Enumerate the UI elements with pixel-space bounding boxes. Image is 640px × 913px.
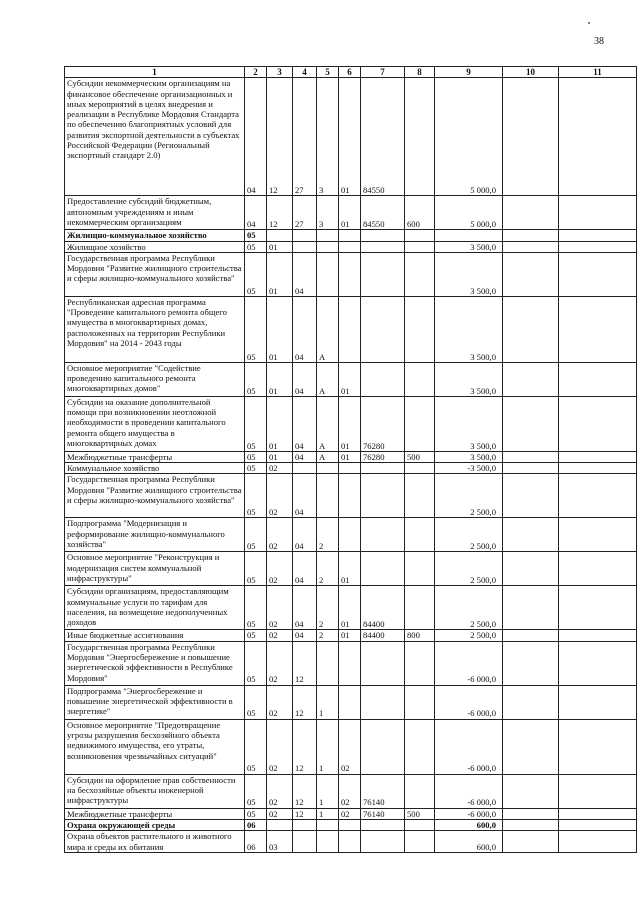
row-name-cell: Жилищное хозяйство	[65, 241, 245, 252]
code-cell-c4	[293, 463, 317, 474]
code-cell-c7	[361, 230, 405, 241]
amount-cell: 600,0	[435, 820, 503, 831]
table-row	[65, 774, 637, 808]
code-cell-c8	[405, 586, 435, 630]
code-cell-c6: 01	[339, 552, 361, 586]
code-cell-c7	[361, 518, 405, 552]
code-cell-c5: 2	[317, 586, 339, 630]
empty-cell	[503, 463, 559, 474]
code-cell-c7	[361, 641, 405, 685]
code-cell-c4: 04	[293, 252, 317, 296]
amount-cell: 2 500,0	[435, 586, 503, 630]
amount-cell: 3 500,0	[435, 241, 503, 252]
code-cell-c7	[361, 362, 405, 396]
code-cell-c5: 2	[317, 552, 339, 586]
code-cell-c7: 84400	[361, 630, 405, 641]
table-row	[65, 230, 637, 241]
code-cell-c5: 1	[317, 774, 339, 808]
code-cell-c7: 76280	[361, 396, 405, 451]
code-cell-c8	[405, 463, 435, 474]
code-cell-c5: А	[317, 362, 339, 396]
amount-cell: 3 500,0	[435, 296, 503, 362]
code-cell-c5: 1	[317, 685, 339, 719]
table-row	[65, 78, 637, 196]
header-cell: 5	[317, 67, 339, 78]
code-cell-c4	[293, 831, 317, 853]
code-cell-c8	[405, 719, 435, 774]
code-cell-c8	[405, 518, 435, 552]
code-cell-c2: 05	[245, 719, 267, 774]
amount-cell: 5 000,0	[435, 78, 503, 196]
code-cell-c3: 02	[267, 463, 293, 474]
code-cell-c2: 05	[245, 252, 267, 296]
table-row	[65, 196, 637, 230]
code-cell-c7	[361, 831, 405, 853]
code-cell-c4: 04	[293, 518, 317, 552]
empty-cell	[503, 831, 559, 853]
code-cell-c8	[405, 241, 435, 252]
empty-cell	[503, 774, 559, 808]
table-row	[65, 719, 637, 774]
code-cell-c8: 800	[405, 630, 435, 641]
code-cell-c2: 05	[245, 685, 267, 719]
code-cell-c8	[405, 252, 435, 296]
empty-cell	[503, 196, 559, 230]
code-cell-c3: 02	[267, 474, 293, 518]
amount-cell: -6 000,0	[435, 641, 503, 685]
row-name-cell: Коммунальное хозяйство	[65, 463, 245, 474]
table-row	[65, 518, 637, 552]
amount-cell: -6 000,0	[435, 685, 503, 719]
empty-cell	[559, 230, 637, 241]
table-row	[65, 396, 637, 451]
row-name-cell: Жилищно-коммунальное хозяйство	[65, 230, 245, 241]
empty-cell	[559, 463, 637, 474]
code-cell-c4	[293, 230, 317, 241]
code-cell-c5: 3	[317, 78, 339, 196]
code-cell-c8	[405, 820, 435, 831]
code-cell-c7	[361, 474, 405, 518]
code-cell-c8	[405, 396, 435, 451]
code-cell-c8	[405, 685, 435, 719]
empty-cell	[559, 362, 637, 396]
code-cell-c5: А	[317, 396, 339, 451]
table-row	[65, 630, 637, 641]
code-cell-c8: 600	[405, 196, 435, 230]
code-cell-c2: 05	[245, 630, 267, 641]
code-cell-c4: 27	[293, 78, 317, 196]
code-cell-c2: 05	[245, 230, 267, 241]
code-cell-c3: 02	[267, 586, 293, 630]
code-cell-c4: 12	[293, 774, 317, 808]
empty-cell	[559, 196, 637, 230]
empty-cell	[503, 719, 559, 774]
code-cell-c4: 04	[293, 362, 317, 396]
code-cell-c2: 05	[245, 396, 267, 451]
empty-cell	[503, 296, 559, 362]
code-cell-c4: 04	[293, 396, 317, 451]
amount-cell: 3 500,0	[435, 396, 503, 451]
code-cell-c6	[339, 474, 361, 518]
code-cell-c3: 12	[267, 78, 293, 196]
empty-cell	[503, 808, 559, 819]
code-cell-c3: 02	[267, 641, 293, 685]
empty-cell	[559, 586, 637, 630]
table-row	[65, 451, 637, 462]
table-header-row	[65, 67, 637, 78]
amount-cell: 3 500,0	[435, 451, 503, 462]
row-name-cell: Государственная программа Республики Мордовия "Развитие жилищного строительства и сферы жилищно-коммунального хозяйства"	[65, 252, 245, 296]
code-cell-c4: 12	[293, 641, 317, 685]
code-cell-c6	[339, 831, 361, 853]
code-cell-c3: 01	[267, 241, 293, 252]
code-cell-c6	[339, 241, 361, 252]
code-cell-c6: 01	[339, 396, 361, 451]
code-cell-c8	[405, 552, 435, 586]
empty-cell	[559, 552, 637, 586]
code-cell-c2: 05	[245, 241, 267, 252]
code-cell-c4: 04	[293, 474, 317, 518]
amount-cell: 2 500,0	[435, 518, 503, 552]
row-name-cell: Подпрограмма "Модернизация и реформирование жилищно-коммунального хозяйства"	[65, 518, 245, 552]
code-cell-c4	[293, 820, 317, 831]
empty-cell	[503, 641, 559, 685]
header-cell: 6	[339, 67, 361, 78]
code-cell-c8: 500	[405, 808, 435, 819]
code-cell-c4: 12	[293, 808, 317, 819]
table-row	[65, 474, 637, 518]
code-cell-c5	[317, 230, 339, 241]
code-cell-c6: 02	[339, 719, 361, 774]
table-row	[65, 808, 637, 819]
empty-cell	[503, 241, 559, 252]
code-cell-c6: 02	[339, 774, 361, 808]
empty-cell	[559, 241, 637, 252]
code-cell-c2: 05	[245, 586, 267, 630]
table-row	[65, 241, 637, 252]
table-row	[65, 685, 637, 719]
code-cell-c4: 04	[293, 586, 317, 630]
code-cell-c7	[361, 296, 405, 362]
row-name-cell: Государственная программа Республики Мордовия "Развитие жилищного строительства и сферы жилищно-коммунального хозяйства"	[65, 474, 245, 518]
code-cell-c3: 03	[267, 831, 293, 853]
empty-cell	[503, 630, 559, 641]
row-name-cell: Субсидии на оказание дополнительной помощи при возникновении неотложной необходимости в проведении капитального ремонта общего имущества в многоквартирных домах	[65, 396, 245, 451]
code-cell-c3: 01	[267, 451, 293, 462]
row-name-cell: Предоставление субсидий бюджетным, автономным учреждениям и иным некоммерческим организациям	[65, 196, 245, 230]
table-row	[65, 552, 637, 586]
code-cell-c2: 04	[245, 78, 267, 196]
code-cell-c7	[361, 820, 405, 831]
code-cell-c8	[405, 641, 435, 685]
code-cell-c6	[339, 820, 361, 831]
empty-cell	[503, 396, 559, 451]
code-cell-c5	[317, 641, 339, 685]
code-cell-c5: 2	[317, 518, 339, 552]
code-cell-c2: 05	[245, 518, 267, 552]
amount-cell: 2 500,0	[435, 474, 503, 518]
code-cell-c6: 01	[339, 362, 361, 396]
code-cell-c8	[405, 831, 435, 853]
code-cell-c2: 05	[245, 362, 267, 396]
empty-cell	[559, 831, 637, 853]
code-cell-c5: 1	[317, 719, 339, 774]
code-cell-c5	[317, 252, 339, 296]
code-cell-c8	[405, 230, 435, 241]
code-cell-c5: А	[317, 451, 339, 462]
empty-cell	[559, 685, 637, 719]
row-name-cell: Подпрограмма "Энергосбережение и повышение энергетической эффективности в энергетике"	[65, 685, 245, 719]
code-cell-c2: 05	[245, 296, 267, 362]
code-cell-c6: 01	[339, 78, 361, 196]
code-cell-c6: 01	[339, 630, 361, 641]
empty-cell	[559, 774, 637, 808]
code-cell-c4: 04	[293, 296, 317, 362]
empty-cell	[559, 518, 637, 552]
header-cell: 3	[267, 67, 293, 78]
code-cell-c4: 12	[293, 719, 317, 774]
code-cell-c6	[339, 518, 361, 552]
code-cell-c2: 05	[245, 463, 267, 474]
code-cell-c6	[339, 296, 361, 362]
code-cell-c7	[361, 463, 405, 474]
code-cell-c4: 04	[293, 552, 317, 586]
code-cell-c5: 2	[317, 630, 339, 641]
code-cell-c3: 02	[267, 808, 293, 819]
row-name-cell: Основное мероприятие "Содействие проведению капитального ремонта многоквартирных домов"	[65, 362, 245, 396]
empty-cell	[559, 78, 637, 196]
code-cell-c3: 02	[267, 552, 293, 586]
code-cell-c6: 01	[339, 196, 361, 230]
code-cell-c5: 1	[317, 808, 339, 819]
code-cell-c3: 01	[267, 396, 293, 451]
code-cell-c6	[339, 641, 361, 685]
code-cell-c2: 05	[245, 808, 267, 819]
empty-cell	[503, 474, 559, 518]
header-cell: 9	[435, 67, 503, 78]
empty-cell	[503, 820, 559, 831]
code-cell-c4: 04	[293, 451, 317, 462]
code-cell-c6: 02	[339, 808, 361, 819]
code-cell-c3: 01	[267, 296, 293, 362]
table-row	[65, 463, 637, 474]
code-cell-c3: 02	[267, 630, 293, 641]
code-cell-c6	[339, 230, 361, 241]
empty-cell	[559, 630, 637, 641]
amount-cell: 3 500,0	[435, 362, 503, 396]
amount-cell: 5 000,0	[435, 196, 503, 230]
code-cell-c2: 04	[245, 196, 267, 230]
code-cell-c4: 27	[293, 196, 317, 230]
scan-speck	[588, 22, 590, 24]
row-name-cell: Субсидии организациям, предоставляющим коммунальные услуги по тарифам для населения, на возмещение недополученных доходов	[65, 586, 245, 630]
code-cell-c8	[405, 362, 435, 396]
row-name-cell: Межбюджетные трансферты	[65, 808, 245, 819]
code-cell-c4: 12	[293, 685, 317, 719]
amount-cell: -6 000,0	[435, 808, 503, 819]
code-cell-c2: 06	[245, 820, 267, 831]
code-cell-c7	[361, 719, 405, 774]
empty-cell	[503, 78, 559, 196]
code-cell-c5: 3	[317, 196, 339, 230]
code-cell-c3: 02	[267, 774, 293, 808]
code-cell-c5	[317, 474, 339, 518]
amount-cell	[435, 230, 503, 241]
row-name-cell: Республиканская адресная программа "Проведение капитального ремонта общего имущества в многоквартирных домах, расположенных на территории Республики Мордовия" на 2014 - 2043 годы	[65, 296, 245, 362]
row-name-cell: Межбюджетные трансферты	[65, 451, 245, 462]
code-cell-c7	[361, 552, 405, 586]
code-cell-c5	[317, 820, 339, 831]
code-cell-c2: 06	[245, 831, 267, 853]
code-cell-c7: 84550	[361, 196, 405, 230]
empty-cell	[559, 820, 637, 831]
code-cell-c4: 04	[293, 630, 317, 641]
code-cell-c3	[267, 230, 293, 241]
empty-cell	[503, 230, 559, 241]
empty-cell	[559, 252, 637, 296]
row-name-cell: Основное мероприятие "Реконструкция и модернизация систем коммунальной инфраструктуры"	[65, 552, 245, 586]
code-cell-c8	[405, 296, 435, 362]
budget-table	[64, 66, 637, 853]
code-cell-c7: 84550	[361, 78, 405, 196]
table-row	[65, 362, 637, 396]
code-cell-c2: 05	[245, 474, 267, 518]
code-cell-c6: 01	[339, 586, 361, 630]
empty-cell	[503, 552, 559, 586]
code-cell-c7	[361, 241, 405, 252]
code-cell-c3: 02	[267, 685, 293, 719]
code-cell-c5	[317, 831, 339, 853]
table-row	[65, 296, 637, 362]
code-cell-c6	[339, 685, 361, 719]
code-cell-c8	[405, 774, 435, 808]
code-cell-c5	[317, 241, 339, 252]
empty-cell	[559, 719, 637, 774]
table-row	[65, 586, 637, 630]
empty-cell	[503, 252, 559, 296]
code-cell-c7	[361, 685, 405, 719]
row-name-cell: Субсидии на оформление прав собственности на бесхозяйные объекты инженерной инфраструктуры	[65, 774, 245, 808]
amount-cell: -3 500,0	[435, 463, 503, 474]
code-cell-c3: 02	[267, 518, 293, 552]
code-cell-c2: 05	[245, 641, 267, 685]
code-cell-c6: 01	[339, 451, 361, 462]
table-row	[65, 831, 637, 853]
amount-cell: 2 500,0	[435, 552, 503, 586]
code-cell-c2: 05	[245, 774, 267, 808]
table-row	[65, 641, 637, 685]
empty-cell	[503, 518, 559, 552]
code-cell-c7: 76140	[361, 808, 405, 819]
table-row	[65, 820, 637, 831]
header-cell: 4	[293, 67, 317, 78]
code-cell-c3	[267, 820, 293, 831]
amount-cell: -6 000,0	[435, 774, 503, 808]
header-cell: 10	[503, 67, 559, 78]
empty-cell	[503, 362, 559, 396]
row-name-cell: Государственная программа Республики Мордовия "Энергосбережение и повышение энергетической эффективности в Республике Мордовия"	[65, 641, 245, 685]
amount-cell: -6 000,0	[435, 719, 503, 774]
row-name-cell: Иные бюджетные ассигнования	[65, 630, 245, 641]
header-cell: 11	[559, 67, 637, 78]
empty-cell	[559, 474, 637, 518]
code-cell-c6	[339, 252, 361, 296]
code-cell-c2: 05	[245, 451, 267, 462]
row-name-cell: Охрана окружающей среды	[65, 820, 245, 831]
header-cell: 1	[65, 67, 245, 78]
row-name-cell: Основное мероприятие "Предотвращение угрозы разрушения бесхозяйного объекта недвижимого имущества, его утраты, возникновения чрезвычайных ситуаций"	[65, 719, 245, 774]
empty-cell	[559, 396, 637, 451]
amount-cell: 600,0	[435, 831, 503, 853]
code-cell-c5	[317, 463, 339, 474]
header-cell: 8	[405, 67, 435, 78]
empty-cell	[559, 641, 637, 685]
code-cell-c7: 84400	[361, 586, 405, 630]
empty-cell	[503, 451, 559, 462]
code-cell-c3: 12	[267, 196, 293, 230]
empty-cell	[503, 586, 559, 630]
code-cell-c4	[293, 241, 317, 252]
code-cell-c2: 05	[245, 552, 267, 586]
code-cell-c6	[339, 463, 361, 474]
code-cell-c8	[405, 78, 435, 196]
empty-cell	[559, 296, 637, 362]
empty-cell	[559, 808, 637, 819]
header-cell: 7	[361, 67, 405, 78]
amount-cell: 2 500,0	[435, 630, 503, 641]
code-cell-c3: 01	[267, 252, 293, 296]
header-cell: 2	[245, 67, 267, 78]
empty-cell	[559, 451, 637, 462]
table-row	[65, 252, 637, 296]
code-cell-c3: 02	[267, 719, 293, 774]
page-number: 38	[594, 36, 604, 47]
code-cell-c8: 500	[405, 451, 435, 462]
row-name-cell: Охрана объектов растительного и животного мира и среды их обитания	[65, 831, 245, 853]
row-name-cell: Субсидии некоммерческим организациям на финансовое обеспечение организационных и иных мероприятий в целях внедрения и реализации в Республике Мордовия Стандарта по обеспечению благоприятных условий для развития экспортной деятельности в субъектах Российской Федерации (Региональный экспортный стандарт 2.0)	[65, 78, 245, 196]
code-cell-c7: 76280	[361, 451, 405, 462]
empty-cell	[503, 685, 559, 719]
code-cell-c7	[361, 252, 405, 296]
code-cell-c7: 76140	[361, 774, 405, 808]
amount-cell: 3 500,0	[435, 252, 503, 296]
code-cell-c8	[405, 474, 435, 518]
code-cell-c3: 01	[267, 362, 293, 396]
code-cell-c5: А	[317, 296, 339, 362]
